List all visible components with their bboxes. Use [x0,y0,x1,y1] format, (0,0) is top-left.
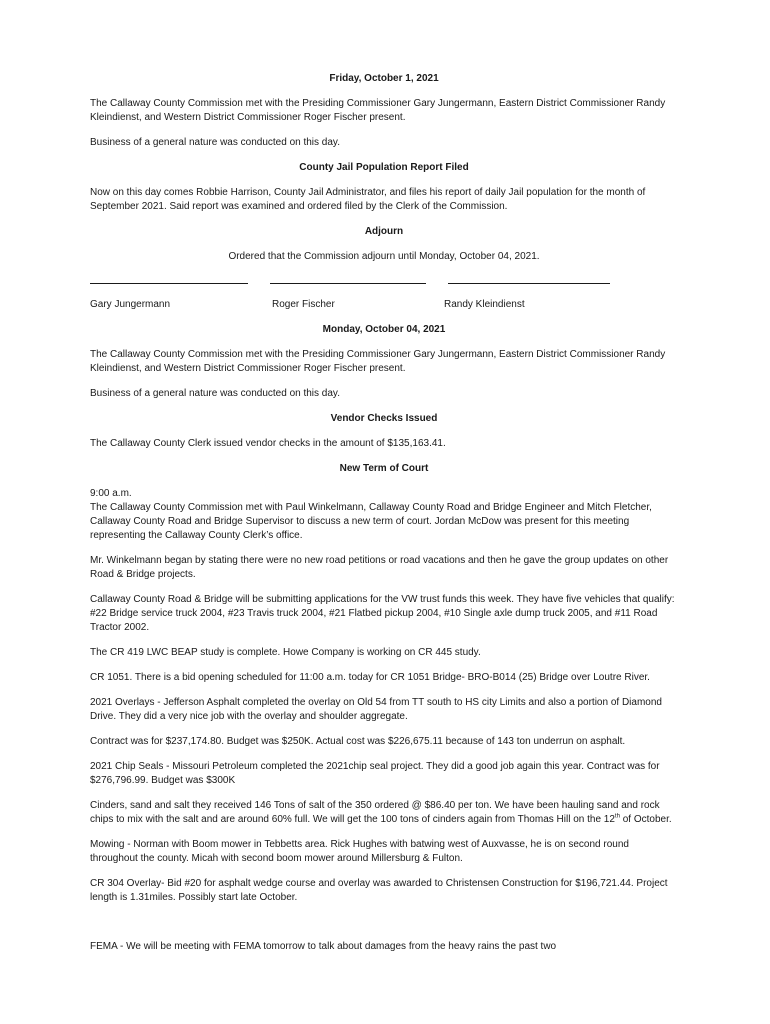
signature-names [90,298,678,312]
court-text: The Callaway County Commission met with Paul Winkelmann, Callaway County Road and Bridge Engineer and Mitch Fletcher, Callaway County Road and Bridge Supervisor to discuss a new term of court. Jordan McDow was present for this meeting representing the Callaway County Clerk’s office. [90,502,652,541]
page-gap [90,916,678,940]
cr419-paragraph: The CR 419 LWC BEAP study is complete. Howe Company is working on CR 445 study. [90,647,481,658]
jail-paragraph: Now on this day comes Robbie Harrison, County Jail Administrator, and files his report of daily Jail population for the month of September 2021. Said report was examined and ordered filed by the Clerk of the Commission. [90,187,646,212]
signature-lines [90,275,678,289]
court-paragraph [90,487,678,543]
ordinal-suffix: th [614,813,620,820]
section-heading-vendor: Vendor Checks Issued [330,413,438,424]
vendor-paragraph: The Callaway County Clerk issued vendor checks in the amount of $135,163.41. [90,438,446,449]
date-heading: Monday, October 04, 2021 [322,324,446,335]
signature-name: Randy Kleindienst [444,299,525,310]
business-paragraph: Business of a general nature was conducted on this day. [90,388,340,399]
cinders-text: Cinders, sand and salt they received 146 Tons of salt of the 350 ordered @ $86.40 per ton. We have been hauling sand and rock chips to mix with the salt and are around 60% full. We will get the 100 tons of cinders again from Thomas Hill on the 12 [90,800,660,825]
signature-line [448,275,610,284]
signature-name: Gary Jungermann [90,299,171,310]
fema-paragraph: FEMA - We will be meeting with FEMA tomorrow to talk about damages from the heavy rains the past two [90,941,557,952]
mowing-paragraph: Mowing - Norman with Boom mower in Tebbetts area. Rick Hughes with batwing west of Auxvasse, he is on second round throughout the county. Micah with second boom mower around Millersburg & Fulton. [90,839,629,864]
cinders-text-end: of October. [619,814,672,825]
cr304-paragraph: CR 304 Overlay- Bid #20 for asphalt wedge course and overlay was awarded to Christensen Construction for $196,721.44. Project length is 1.31miles. Possibly start late October. [90,878,668,903]
section-heading-adjourn: Adjourn [364,226,404,237]
adjourn-paragraph: Ordered that the Commission adjourn until Monday, October 04, 2021. [228,251,540,262]
winkelmann-paragraph: Mr. Winkelmann began by stating there were no new road petitions or road vacations and then he gave the group updates on other Road & Bridge projects. [90,555,669,580]
meeting-paragraph: The Callaway County Commission met with the Presiding Commissioner Gary Jungermann, Eastern District Commissioner Randy Kleindienst, and Western District Commissioner Roger Fischer present. [90,98,666,123]
minutes-body [90,72,678,965]
cinders-paragraph [90,799,678,827]
chip-seal-paragraph: 2021 Chip Seals - Missouri Petroleum completed the 2021chip seal project. They did a good job again this year. Contract was for $276,796.99. Budget was $300K [90,761,660,786]
cr1051-paragraph: CR 1051. There is a bid opening scheduled for 11:00 a.m. today for CR 1051 Bridge- BRO-B014 (25) Bridge over Loutre River. [90,672,650,683]
contract-paragraph: Contract was for $237,174.80. Budget was $250K. Actual cost was $226,675.11 because of 143 ton underrun on asphalt. [90,736,626,747]
meeting-paragraph: The Callaway County Commission met with the Presiding Commissioner Gary Jungermann, Eastern District Commissioner Randy Kleindienst, and Western District Commissioner Roger Fischer present. [90,349,666,374]
vw-trust-paragraph: Callaway County Road & Bridge will be submitting applications for the VW trust funds this week. They have five vehicles that qualify: #22 Bridge service truck 2004, #23 Travis truck 2004, #21 Flatbed pickup 2004, #10 Single axle dump truck 2005, and #11 Road Tractor 2002. [90,594,675,633]
overlays-paragraph: 2021 Overlays - Jefferson Asphalt completed the overlay on Old 54 from TT south to HS city Limits and also a portion of Diamond Drive. They did a very nice job with the overlay and shoulder aggregate. [90,697,662,722]
business-paragraph: Business of a general nature was conducted on this day. [90,137,340,148]
signature-line [270,275,426,284]
section-heading-jail: County Jail Population Report Filed [299,162,469,173]
signature-line [90,275,248,284]
meeting-time: 9:00 a.m. [90,488,132,499]
section-heading-court: New Term of Court [339,463,429,474]
signature-name: Roger Fischer [272,299,335,310]
date-heading: Friday, October 1, 2021 [329,73,439,84]
